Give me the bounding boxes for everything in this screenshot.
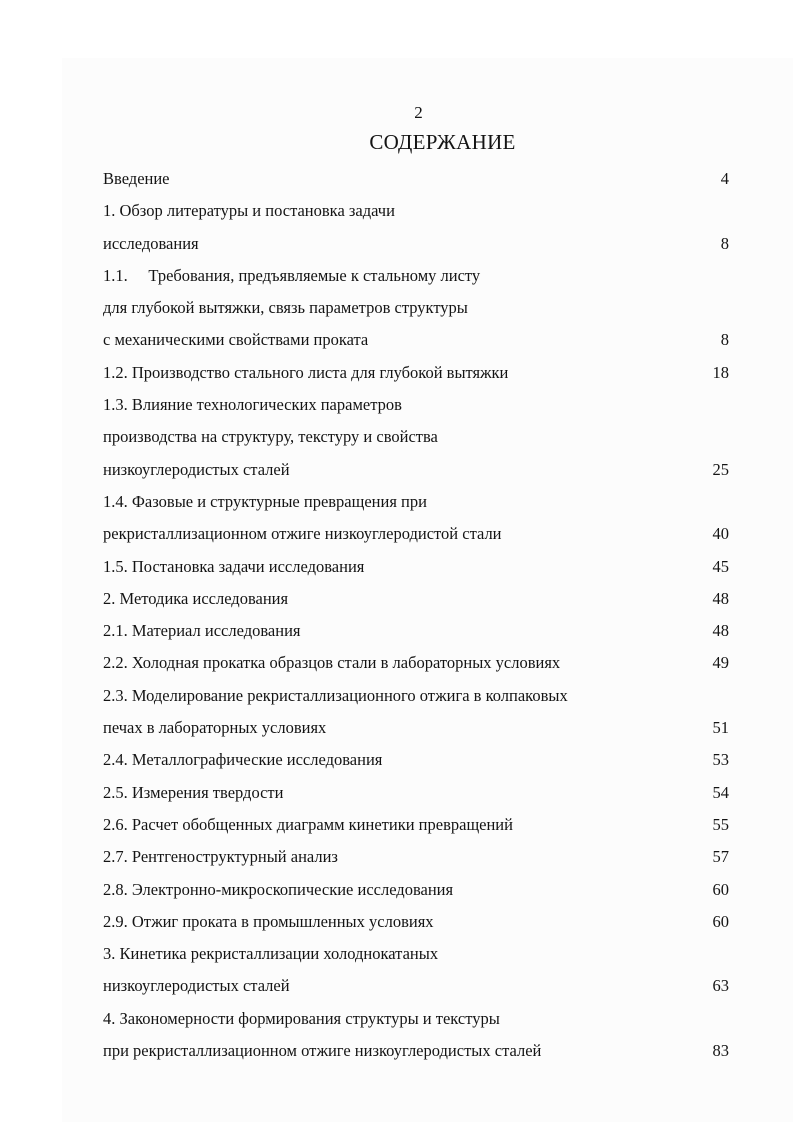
toc-line <box>103 357 729 389</box>
toc-entry-text: 2.1. Материал исследования <box>103 621 301 641</box>
toc-line <box>103 647 729 679</box>
toc-entry-text: печах в лабораторных условиях <box>103 718 327 738</box>
toc-entry-text: 3. Кинетика рекристаллизации холоднокатаных <box>103 944 439 964</box>
toc-line <box>103 1035 729 1067</box>
toc-line <box>103 777 729 809</box>
toc-entry-text: при рекристаллизационном отжиге низкоуглеродистых сталей <box>103 1041 542 1061</box>
toc-page-number: 8 <box>720 233 729 253</box>
toc-line <box>103 486 729 518</box>
toc-line <box>103 874 729 906</box>
toc-page-number: 53 <box>712 750 729 770</box>
toc-entry-text: 1.5. Постановка задачи исследования <box>103 556 365 576</box>
toc-entry-text: 2. Методика исследования <box>103 588 289 608</box>
toc-entry-text: 2.4. Металлографические исследования <box>103 750 383 770</box>
toc-line <box>103 938 729 970</box>
toc-line <box>103 809 729 841</box>
toc-page-number: 83 <box>712 1041 729 1061</box>
toc-entry-text: с механическими свойствами проката <box>103 330 369 350</box>
toc-entry-text: 2.2. Холодная прокатка образцов стали в лабораторных условиях <box>103 653 561 673</box>
toc-entry-text: низкоуглеродистых сталей <box>103 976 290 996</box>
toc-entry-text: для глубокой вытяжки, связь параметров структуры <box>103 298 468 318</box>
toc-entry-text: 2.5. Измерения твердости <box>103 782 284 802</box>
toc-line <box>103 518 729 550</box>
toc-page-number: 40 <box>712 524 729 544</box>
toc-page-number: 4 <box>720 169 729 188</box>
toc-line <box>103 712 729 744</box>
page-title: СОДЕРЖАНИЕ <box>369 130 516 154</box>
toc-line <box>103 421 729 453</box>
toc-entry-text: 2.6. Расчет обобщенных диаграмм кинетики превращений <box>103 814 513 834</box>
toc-entry-text: 1.4. Фазовые и структурные превращения при <box>103 491 427 511</box>
toc-line <box>103 454 729 486</box>
toc-page-number: 63 <box>712 976 729 996</box>
page-number: 2 <box>414 103 423 122</box>
toc-line <box>103 389 729 421</box>
toc-line <box>103 583 729 615</box>
toc-page-number: 51 <box>712 718 729 738</box>
toc-page-number: 45 <box>712 556 729 576</box>
toc-entry-text: 1.1. Требования, предъявляемые к стальному листу <box>103 265 481 285</box>
toc-page-number: 48 <box>712 621 729 641</box>
toc-entry-text: 2.7. Рентгеноструктурный анализ <box>103 847 338 867</box>
toc-line <box>103 906 729 938</box>
toc-page-number: 25 <box>712 459 729 479</box>
toc-page-number: 18 <box>712 362 729 382</box>
toc-entry-text: 2.9. Отжиг проката в промышленных условиях <box>103 911 434 931</box>
toc-page-number: 60 <box>712 879 729 899</box>
toc-entry-text: низкоуглеродистых сталей <box>103 459 290 479</box>
toc-entry-text: исследования <box>103 233 199 253</box>
toc-line <box>103 551 729 583</box>
toc-line <box>103 1003 729 1035</box>
toc-entry-text: 2.8. Электронно-микроскопические исследования <box>103 879 454 899</box>
toc-entry-text: 2.3. Моделирование рекристаллизационного отжига в колпаковых <box>103 685 568 705</box>
toc-line <box>103 324 729 356</box>
toc-entry-text: рекристаллизационном отжиге низкоуглеродистой стали <box>103 524 502 544</box>
toc-entry-text: 1.2. Производство стального листа для глубокой вытяжки <box>103 362 509 382</box>
toc-page-number: 57 <box>712 847 729 867</box>
toc-line <box>103 195 729 227</box>
toc-entry-text: Введение <box>103 169 170 188</box>
toc-line <box>103 841 729 873</box>
toc-page-number: 55 <box>712 814 729 834</box>
toc-page-number: 60 <box>712 911 729 931</box>
toc-line <box>103 744 729 776</box>
toc-line <box>103 260 729 292</box>
toc-line <box>103 292 729 324</box>
toc-entry-text: 1.3. Влияние технологических параметров <box>103 395 402 415</box>
toc-entry-text: 4. Закономерности формирования структуры и текстуры <box>103 1008 500 1028</box>
toc-page-number: 49 <box>712 653 729 673</box>
toc-entry-text: 1. Обзор литературы и постановка задачи <box>103 201 395 221</box>
toc-line <box>103 163 729 195</box>
toc-line <box>103 615 729 647</box>
toc-line <box>103 228 729 260</box>
toc-page-number: 48 <box>712 588 729 608</box>
toc-line <box>103 680 729 712</box>
toc-line <box>103 970 729 1002</box>
toc-page-number: 8 <box>720 330 729 350</box>
toc-entry-text: производства на структуру, текстуру и свойства <box>103 427 438 447</box>
table-of-contents <box>103 163 729 1067</box>
toc-page-number: 54 <box>712 782 729 802</box>
